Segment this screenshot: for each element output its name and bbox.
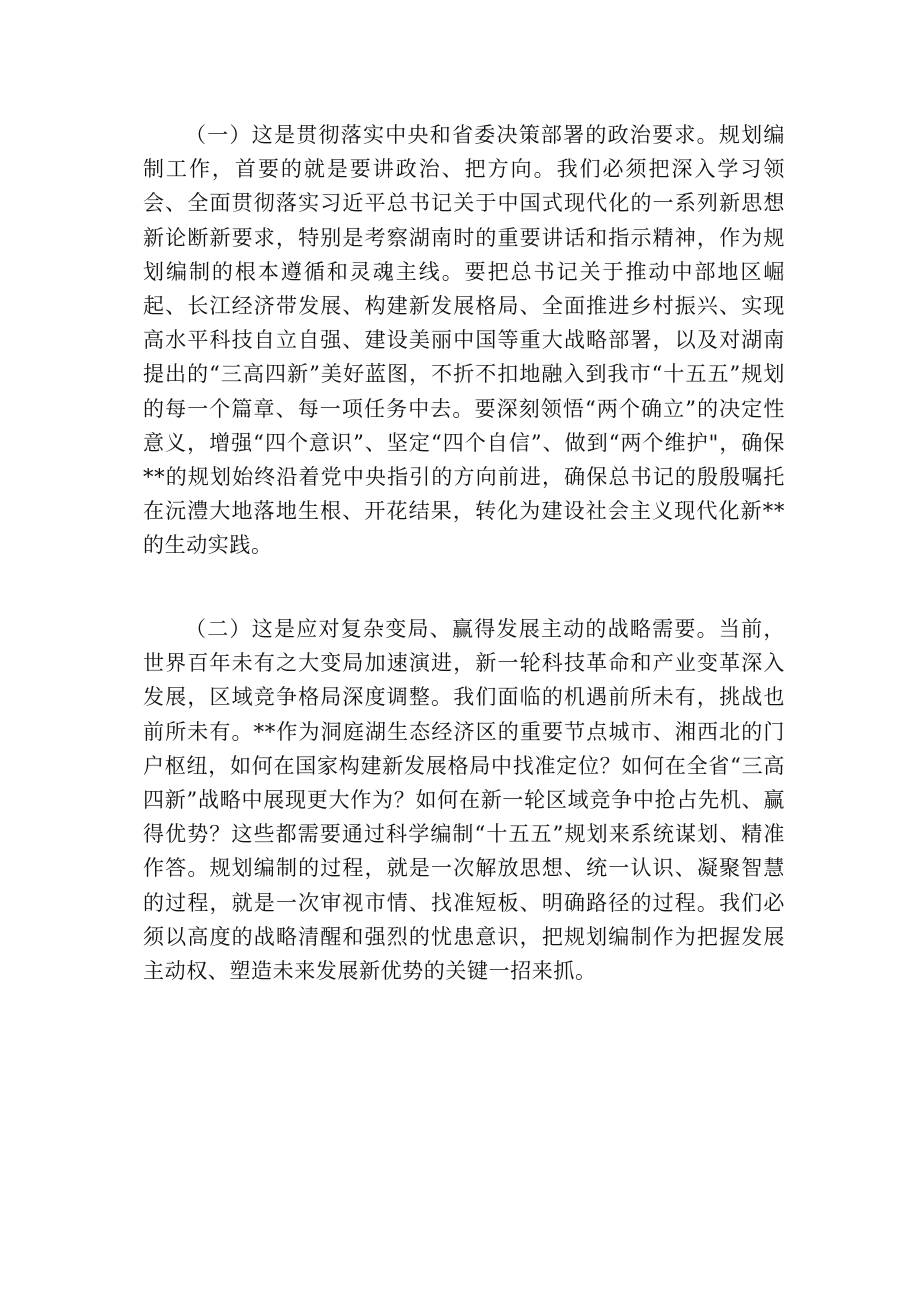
paragraph-political-requirement: （一）这是贯彻落实中央和省委决策部署的政治要求。规划编制工作，首要的就是要讲政治、把方向。我们必须把深入学习领会、全面贯彻落实习近平总书记关于中国式现代化的一系列新思想新论断新要求，特别是考察湖南时的重要讲话和指示精神，作为规划编制的根本遵循和灵魂主线。要把总书记关于推动中部地区崛起、长江经济带发展、构建新发展格局、全面推进乡村振兴、实现高水平科技自立自强、建设美丽中国等重大战略部署，以及对湖南提出的“三高四新”美好蓝图，不折不扣地融入到我市“十五五”规划的每一个篇章、每一项任务中去。要深刻领悟“两个确立”的决定性意义，增强“四个意识”、坚定“四个自信”、做到“两个维护"，确保**的规划始终沿着党中央指引的方向前进，确保总书记的殷殷嘱托在沅澧大地落地生根、开花结果，转化为建设社会主义现代化新**的生动实践。 xyxy=(143,123,785,558)
paragraph-strategic-need: （二）这是应对复杂变局、赢得发展主动的战略需要。当前，世界百年未有之大变局加速演进，新一轮科技革命和产业变革深入发展，区域竞争格局深度调整。我们面临的机遇前所未有，挑战也前所未有。**作为洞庭湖生态经济区的重要节点城市、湘西北的门户枢纽，如何在国家构建新发展格局中找准定位？如何在全省“三高四新”战略中展现更大作为？如何在新一轮区域竞争中抢占先机、赢得优势？这些都需要通过科学编制“十五五”规划来系统谋划、精准作答。规划编制的过程，就是一次解放思想、统一认识、凝聚智慧的过程，就是一次审视市情、找准短板、明确路径的过程。我们必须以高度的战略清醒和强烈的忧患意识，把规划编制作为把握发展主动权、塑造未来发展新优势的关键一招来抓。 xyxy=(143,617,786,984)
